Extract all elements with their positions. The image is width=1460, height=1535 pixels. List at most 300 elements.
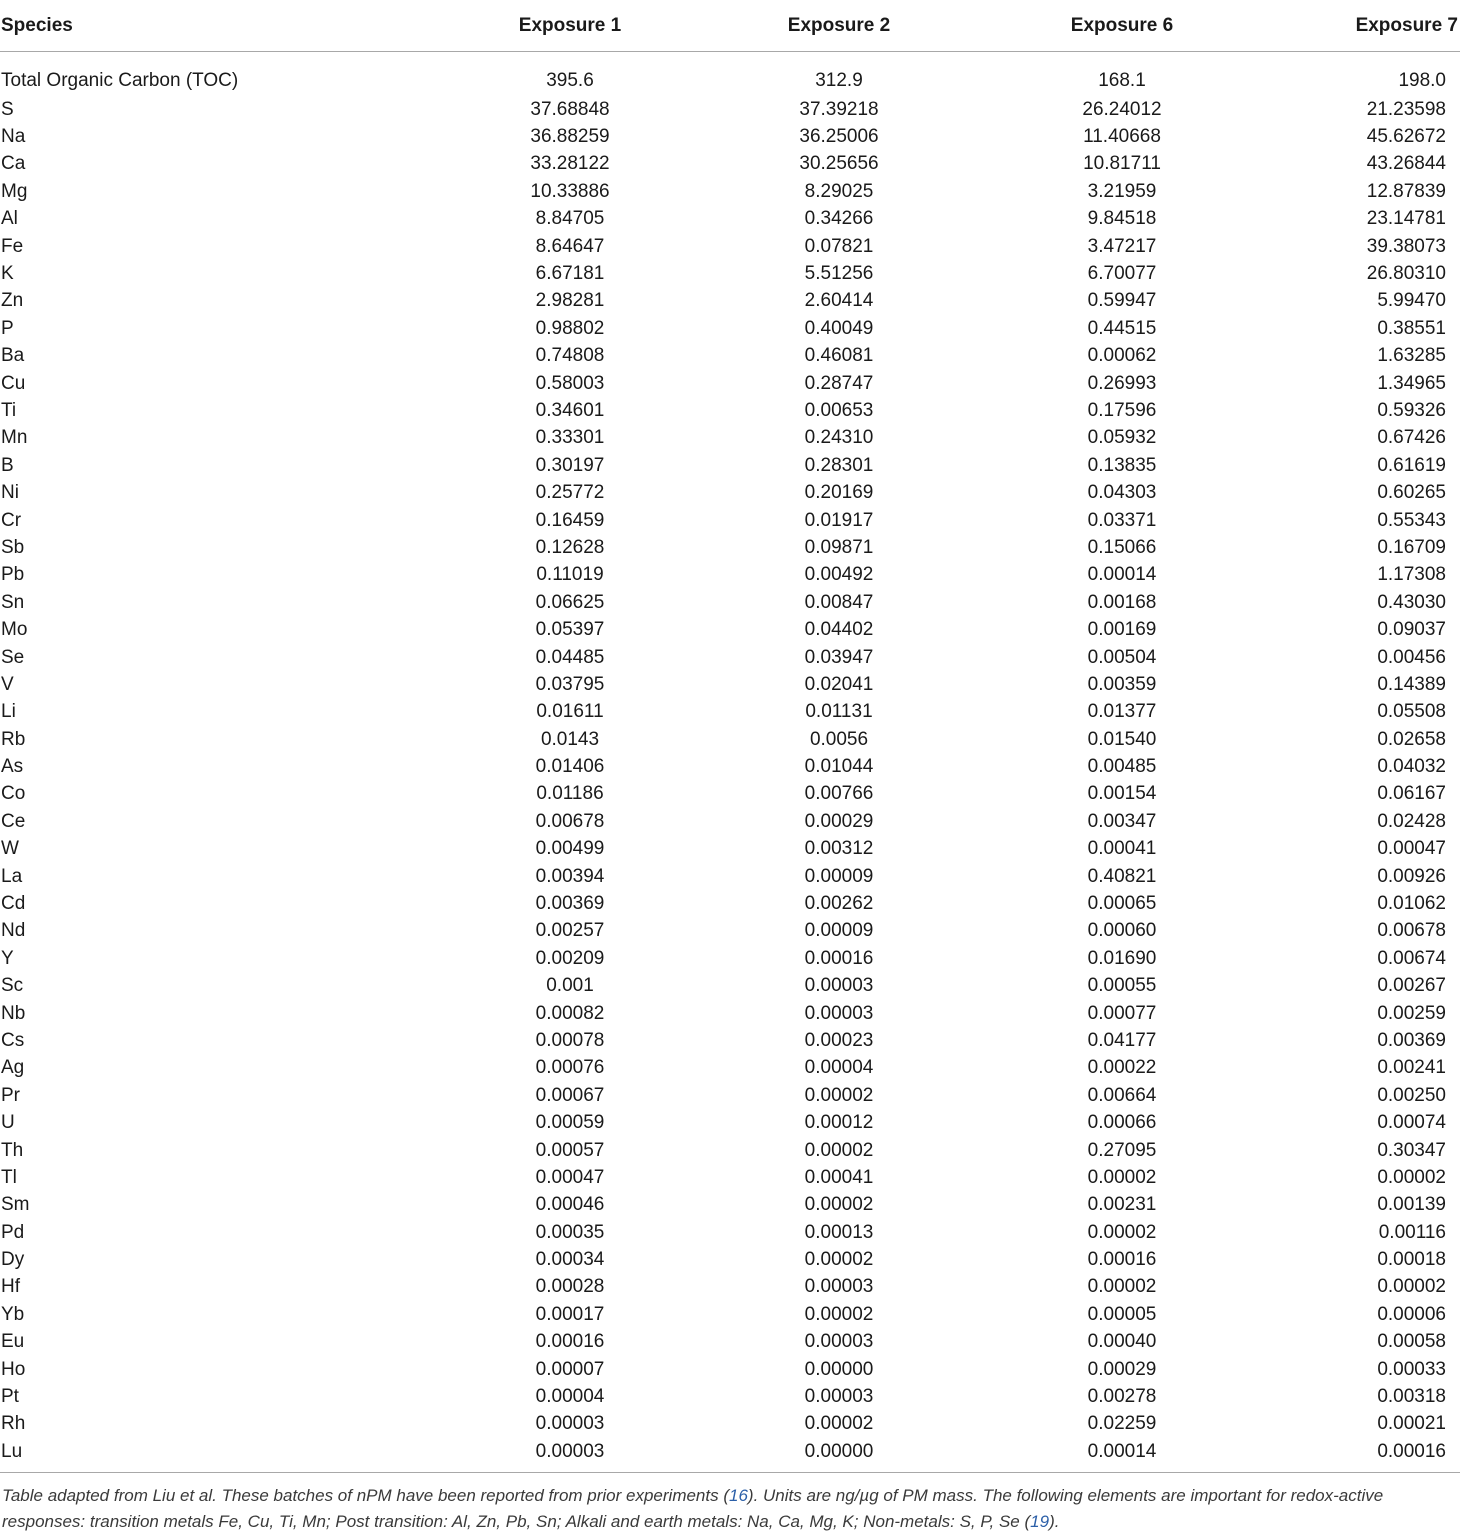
exposure-7-cell: 0.30347 <box>1377 1139 1446 1161</box>
exposure-1-cell: 0.00047 <box>535 1166 605 1188</box>
exposure-7-cell: 0.00318 <box>1377 1386 1446 1408</box>
exposure-6-cell: 0.01540 <box>1087 728 1157 750</box>
exposure-7-cell: 0.02658 <box>1377 728 1446 750</box>
exposure-6-cell: 9.84518 <box>1087 208 1157 230</box>
species-cell: Tl <box>1 1166 17 1188</box>
exposure-6-cell: 0.00168 <box>1087 591 1157 613</box>
exposure-6-cell: 0.00169 <box>1087 619 1157 641</box>
exposure-7-cell: 0.05508 <box>1377 701 1446 723</box>
exposure-1-cell: 0.00678 <box>535 810 605 832</box>
exposure-2-cell: 0.00766 <box>804 783 874 805</box>
species-cell: Total Organic Carbon (TOC) <box>1 70 239 91</box>
exposure-2-cell: 0.01044 <box>804 756 874 778</box>
species-cell: Mn <box>1 427 28 449</box>
exposure-1-cell: 0.00082 <box>535 1002 605 1024</box>
exposure-7-cell: 26.80310 <box>1366 263 1446 285</box>
exposure-6-cell: 0.00060 <box>1087 920 1157 942</box>
species-cell: Zn <box>1 290 24 312</box>
species-cell: Ti <box>1 399 17 421</box>
exposure-2-cell: 0.34266 <box>804 208 874 230</box>
exposure-2-cell: 5.51256 <box>804 263 874 285</box>
exposure-6-cell: 3.47217 <box>1087 235 1157 257</box>
species-cell: Cs <box>1 1029 25 1051</box>
exposure-7-cell: 45.62672 <box>1366 126 1446 148</box>
exposure-2-cell: 0.00002 <box>804 1084 874 1106</box>
species-cell: S <box>1 98 14 120</box>
exposure-1-cell: 8.84705 <box>535 208 605 230</box>
exposure-6-cell: 0.59947 <box>1087 290 1157 312</box>
exposure-7-cell: 1.17308 <box>1377 564 1446 586</box>
exposure-6-cell: 0.00029 <box>1087 1358 1157 1380</box>
exposure-7-cell: 0.02428 <box>1377 810 1446 832</box>
species-cell: Cu <box>1 372 26 394</box>
exposure-7-cell: 0.00033 <box>1377 1358 1446 1380</box>
species-cell: Cr <box>1 509 22 531</box>
exposure-1-cell: 33.28122 <box>530 153 610 175</box>
exposure-7-cell: 0.06167 <box>1377 783 1446 805</box>
table-row <box>0 918 1460 945</box>
exposure-1-cell: 0.00017 <box>535 1303 605 1325</box>
species-cell: Pr <box>1 1084 20 1106</box>
species-cell: Lu <box>1 1440 23 1462</box>
exposure-6-cell: 0.00040 <box>1087 1331 1157 1353</box>
exposure-2-cell: 0.00003 <box>804 1002 874 1024</box>
exposure-2-cell: 36.25006 <box>799 126 879 148</box>
species-cell: Co <box>1 783 26 805</box>
exposure-6-cell: 0.00005 <box>1087 1303 1157 1325</box>
exposure-7-cell: 0.16709 <box>1377 536 1446 558</box>
exposure-1-cell: 0.00257 <box>535 920 605 942</box>
exposure-6-cell: 0.26993 <box>1087 372 1157 394</box>
species-cell: La <box>1 865 23 887</box>
exposure-7-cell: 0.00369 <box>1377 1029 1446 1051</box>
table-row <box>0 644 1460 671</box>
exposure-1-cell: 0.00076 <box>535 1057 605 1079</box>
exposure-1-cell: 0.001 <box>546 975 594 997</box>
exposure-7-cell: 0.00678 <box>1377 920 1446 942</box>
exposure-2-cell: 0.00312 <box>804 838 874 860</box>
exposure-2-cell: 0.04402 <box>804 619 874 641</box>
reference-link-16[interactable]: 16 <box>729 1485 748 1505</box>
exposure-6-cell: 0.00278 <box>1087 1386 1157 1408</box>
footnote-text-1: Table adapted from Liu et al. These batches of nPM have been reported from prior experiments ( <box>2 1485 729 1505</box>
exposure-2-cell: 0.00003 <box>804 1386 874 1408</box>
exposure-1-cell: 0.00394 <box>535 865 605 887</box>
species-cell: Al <box>1 208 18 230</box>
exposure-6-cell: 0.00014 <box>1087 1440 1157 1462</box>
exposure-6-cell: 6.70077 <box>1087 263 1157 285</box>
exposure-1-cell: 0.03795 <box>535 673 605 695</box>
species-cell: Y <box>1 947 14 969</box>
table-row <box>0 1246 1460 1273</box>
table-row <box>0 343 1460 370</box>
exposure-6-cell: 26.24012 <box>1082 98 1162 120</box>
exposure-7-cell: 1.34965 <box>1377 372 1446 394</box>
exposure-2-cell: 0.00004 <box>804 1057 874 1079</box>
table-row <box>0 671 1460 698</box>
exposure-2-cell: 0.00002 <box>804 1139 874 1161</box>
exposure-2-cell: 0.00012 <box>804 1112 874 1134</box>
exposure-1-cell: 0.00057 <box>535 1139 605 1161</box>
exposure-7-cell: 0.00018 <box>1377 1249 1446 1271</box>
exposure-7-cell: 12.87839 <box>1366 180 1446 202</box>
table-row <box>0 178 1460 205</box>
species-cell: B <box>1 454 14 476</box>
exposure-6-cell: 0.00077 <box>1087 1002 1157 1024</box>
exposure-2-cell: 0.00002 <box>804 1249 874 1271</box>
exposure-2-cell: 0.28301 <box>804 454 874 476</box>
exposure-7-cell: 0.00926 <box>1377 865 1446 887</box>
exposure-2-cell: 0.00016 <box>804 947 874 969</box>
exposure-2-cell: 30.25656 <box>799 153 879 175</box>
exposure-2-cell: 0.00023 <box>804 1029 874 1051</box>
exposure-6-cell: 0.00066 <box>1087 1112 1157 1134</box>
table-row <box>0 479 1460 506</box>
exposure-7-cell: 0.00267 <box>1377 975 1446 997</box>
exposure-7-cell: 0.67426 <box>1377 427 1446 449</box>
exposure-2-cell: 0.00029 <box>804 810 874 832</box>
table-row <box>0 753 1460 780</box>
species-cell: Hf <box>1 1276 20 1298</box>
exposure-2-cell: 0.28747 <box>804 372 874 394</box>
exposure-7-cell: 0.55343 <box>1377 509 1446 531</box>
exposure-2-cell: 0.24310 <box>804 427 874 449</box>
exposure-1-cell: 0.00003 <box>535 1440 605 1462</box>
exposure-1-cell: 0.00209 <box>535 947 605 969</box>
exposure-6-cell: 0.00359 <box>1087 673 1157 695</box>
header-exposure-2: Exposure 2 <box>628 0 910 52</box>
table-row <box>0 808 1460 835</box>
exposure-1-cell: 2.98281 <box>535 290 605 312</box>
table-row <box>0 315 1460 342</box>
table-row <box>0 1109 1460 1136</box>
table-row <box>0 260 1460 287</box>
exposure-2-cell: 0.00002 <box>804 1303 874 1325</box>
exposure-6-cell: 0.04177 <box>1087 1029 1157 1051</box>
table-row <box>0 534 1460 561</box>
exposure-6-cell: 0.13835 <box>1087 454 1157 476</box>
exposure-6-cell: 0.00002 <box>1087 1166 1157 1188</box>
exposure-6-cell: 11.40668 <box>1083 126 1161 148</box>
exposure-1-cell: 0.34601 <box>535 399 605 421</box>
exposure-7-cell: 0.38551 <box>1377 317 1446 339</box>
table-footnote <box>2 1483 1458 1535</box>
species-cell: Cd <box>1 893 26 915</box>
species-cell: U <box>1 1112 15 1134</box>
species-cell: Ni <box>1 482 19 504</box>
exposure-7-cell: 21.23598 <box>1366 98 1446 120</box>
exposure-2-cell: 2.60414 <box>804 290 874 312</box>
exposure-7-cell: 0.61619 <box>1377 454 1446 476</box>
exposure-7-cell: 23.14781 <box>1366 208 1446 230</box>
exposure-2-cell: 0.00013 <box>804 1221 874 1243</box>
table-row <box>0 452 1460 479</box>
exposure-7-cell: 0.04032 <box>1377 756 1446 778</box>
species-cell: W <box>1 838 19 860</box>
table-row <box>0 726 1460 753</box>
exposure-1-cell: 0.33301 <box>535 427 605 449</box>
exposure-7-cell: 0.59326 <box>1377 399 1446 421</box>
table-row <box>0 1000 1460 1027</box>
table-row <box>0 397 1460 424</box>
exposure-6-cell: 0.40821 <box>1087 865 1157 887</box>
header-exposure-7: Exposure 7 <box>1204 0 1460 52</box>
table-row <box>0 1164 1460 1191</box>
exposure-7-cell: 0.00139 <box>1377 1194 1446 1216</box>
exposure-1-cell: 0.00004 <box>535 1386 605 1408</box>
exposure-1-cell: 0.00028 <box>535 1276 605 1298</box>
exposure-7-cell: 0.43030 <box>1377 591 1446 613</box>
species-cell: Ho <box>1 1358 26 1380</box>
table-row <box>0 616 1460 643</box>
exposure-7-cell: 39.38073 <box>1366 235 1446 257</box>
exposure-2-cell: 0.00041 <box>804 1166 874 1188</box>
exposure-1-cell: 0.00007 <box>535 1358 605 1380</box>
exposure-2-cell: 0.07821 <box>804 235 874 257</box>
exposure-2-cell: 0.00003 <box>804 1276 874 1298</box>
table-row <box>0 96 1460 123</box>
exposure-6-cell: 0.00022 <box>1087 1057 1157 1079</box>
exposure-1-cell: 37.68848 <box>530 98 610 120</box>
table-row <box>0 1137 1460 1164</box>
footnote-text-3: ). <box>1049 1511 1060 1531</box>
table-body <box>0 52 1460 1473</box>
exposure-1-cell: 0.00078 <box>535 1029 605 1051</box>
exposure-7-cell: 0.00047 <box>1377 838 1446 860</box>
exposure-2-cell: 0.00492 <box>804 564 874 586</box>
table-row <box>0 1301 1460 1328</box>
table-row <box>0 1356 1460 1383</box>
species-cell: Ba <box>1 345 25 367</box>
exposure-2-cell: 0.00262 <box>804 893 874 915</box>
exposure-6-cell: 0.00664 <box>1087 1084 1157 1106</box>
species-cell: Ag <box>1 1057 25 1079</box>
exposure-1-cell: 0.00035 <box>535 1221 605 1243</box>
table-row <box>0 425 1460 452</box>
exposure-2-cell: 0.03947 <box>804 646 874 668</box>
exposure-6-cell: 0.02259 <box>1087 1413 1157 1435</box>
exposure-2-cell: 0.00009 <box>804 865 874 887</box>
table-row <box>0 52 1460 97</box>
species-cell: Fe <box>1 235 24 257</box>
table-row <box>0 836 1460 863</box>
table-row <box>0 1438 1460 1472</box>
exposure-1-cell: 0.00034 <box>535 1249 605 1271</box>
exposure-6-cell: 10.81711 <box>1083 153 1161 175</box>
exposure-7-cell: 5.99470 <box>1377 290 1446 312</box>
table-row <box>0 288 1460 315</box>
exposure-6-cell: 0.00347 <box>1087 810 1157 832</box>
table-row <box>0 1383 1460 1410</box>
footnote-text-2: ). Units are ng/µg of PM mass. The following elements are important for redox-active responses: transition metals Fe, Cu, Ti, Mn; Post transition: Al, Zn, Pb, Sn; Alkali and earth metals: Na, Ca, Mg, K; Non-metals: S, P, Se ( <box>2 1485 1384 1531</box>
exposure-6-cell: 0.15066 <box>1087 536 1157 558</box>
exposure-2-cell: 0.20169 <box>804 482 874 504</box>
exposure-7-cell: 0.00674 <box>1377 947 1446 969</box>
exposure-7-cell: 0.00058 <box>1377 1331 1446 1353</box>
species-cell: Rb <box>1 728 26 750</box>
exposure-2-cell: 0.00847 <box>804 591 874 613</box>
exposure-6-cell: 0.00041 <box>1087 838 1157 860</box>
species-cell: Na <box>1 126 26 148</box>
reference-link-19[interactable]: 19 <box>1030 1511 1050 1531</box>
species-cell: Mo <box>1 619 28 641</box>
table-row <box>0 206 1460 233</box>
exposure-2-cell: 0.46081 <box>804 345 874 367</box>
table-row <box>0 123 1460 150</box>
species-cell: Yb <box>1 1303 25 1325</box>
exposure-1-cell: 0.05397 <box>535 619 605 641</box>
species-cell: Dy <box>1 1249 25 1271</box>
exposure-2-cell: 0.00002 <box>804 1194 874 1216</box>
exposure-7-cell: 0.01062 <box>1377 893 1446 915</box>
species-cell: V <box>1 673 14 695</box>
table-row <box>0 1027 1460 1054</box>
exposure-1-cell: 0.25772 <box>535 482 605 504</box>
exposure-2-cell: 0.02041 <box>804 673 874 695</box>
table-row <box>0 699 1460 726</box>
table-row <box>0 1219 1460 1246</box>
exposure-6-cell: 0.01690 <box>1087 947 1157 969</box>
table-row <box>0 370 1460 397</box>
species-cell: Eu <box>1 1331 25 1353</box>
exposure-1-cell: 0.04485 <box>535 646 605 668</box>
table-row <box>0 945 1460 972</box>
exposure-6-cell: 0.04303 <box>1087 482 1157 504</box>
exposure-6-cell: 0.27095 <box>1087 1139 1157 1161</box>
exposure-2-cell: 0.00653 <box>804 399 874 421</box>
exposure-2-cell: 0.00000 <box>804 1358 874 1380</box>
species-cell: Ca <box>1 153 26 175</box>
exposure-7-cell: 0.09037 <box>1377 619 1446 641</box>
exposure-2-cell: 312.9 <box>815 70 863 91</box>
species-cell: Pb <box>1 564 25 586</box>
exposure-2-cell: 37.39218 <box>799 98 879 120</box>
species-cell: P <box>1 317 14 339</box>
table-row <box>0 507 1460 534</box>
exposure-1-cell: 0.98802 <box>535 317 605 339</box>
exposure-6-cell: 0.05932 <box>1087 427 1157 449</box>
species-cell: Rh <box>1 1413 26 1435</box>
exposure-7-cell: 0.00456 <box>1377 646 1446 668</box>
table-row <box>0 1055 1460 1082</box>
table-row <box>0 1329 1460 1356</box>
exposure-7-cell: 1.63285 <box>1377 345 1446 367</box>
exposure-2-cell: 0.00000 <box>804 1440 874 1462</box>
exposure-6-cell: 0.00055 <box>1087 975 1157 997</box>
exposure-7-cell: 0.00002 <box>1377 1166 1446 1188</box>
header-species: Species <box>0 0 360 52</box>
exposure-6-cell: 0.00485 <box>1087 756 1157 778</box>
exposure-1-cell: 0.01186 <box>536 783 604 805</box>
exposure-2-cell: 8.29025 <box>804 180 874 202</box>
header-row <box>0 0 1460 52</box>
exposure-1-cell: 0.06625 <box>535 591 605 613</box>
exposure-7-cell: 0.00241 <box>1377 1057 1446 1079</box>
exposure-6-cell: 0.00065 <box>1087 893 1157 915</box>
table-row <box>0 1274 1460 1301</box>
exposure-1-cell: 0.12628 <box>535 536 605 558</box>
exposure-7-cell: 0.00259 <box>1377 1002 1446 1024</box>
exposure-2-cell: 0.00003 <box>804 975 874 997</box>
exposure-2-cell: 0.00002 <box>804 1413 874 1435</box>
exposure-6-cell: 0.00002 <box>1087 1276 1157 1298</box>
exposure-1-cell: 36.88259 <box>530 126 610 148</box>
exposure-6-cell: 0.44515 <box>1087 317 1157 339</box>
exposure-6-cell: 0.03371 <box>1087 509 1157 531</box>
exposure-1-cell: 0.74808 <box>535 345 605 367</box>
table-row <box>0 151 1460 178</box>
exposure-2-cell: 0.00009 <box>804 920 874 942</box>
species-cell: Sb <box>1 536 25 558</box>
exposure-1-cell: 0.58003 <box>535 372 605 394</box>
exposure-1-cell: 6.67181 <box>535 263 605 285</box>
exposure-7-cell: 43.26844 <box>1366 153 1446 175</box>
table-row <box>0 233 1460 260</box>
exposure-6-cell: 0.00504 <box>1087 646 1157 668</box>
species-cell: Nd <box>1 920 26 942</box>
exposure-7-cell: 0.00006 <box>1377 1303 1446 1325</box>
exposure-1-cell: 0.00046 <box>535 1194 605 1216</box>
exposure-1-cell: 8.64647 <box>535 235 605 257</box>
exposure-1-cell: 0.0143 <box>540 728 600 750</box>
table-row <box>0 890 1460 917</box>
exposure-1-cell: 0.00067 <box>535 1084 605 1106</box>
exposure-1-cell: 0.16459 <box>535 509 605 531</box>
species-cell: Sn <box>1 591 25 613</box>
exposure-7-cell: 0.00116 <box>1378 1221 1446 1243</box>
exposure-1-cell: 0.01611 <box>536 701 604 723</box>
exposure-6-cell: 0.00231 <box>1087 1194 1157 1216</box>
species-cell: K <box>1 263 14 285</box>
table-row <box>0 781 1460 808</box>
header-exposure-6: Exposure 6 <box>910 0 1204 52</box>
exposure-6-cell: 3.21959 <box>1087 180 1157 202</box>
species-cell: As <box>1 756 24 778</box>
exposure-6-cell: 0.00016 <box>1087 1249 1157 1271</box>
exposure-6-cell: 168.1 <box>1098 70 1146 91</box>
exposure-2-cell: 0.0056 <box>809 728 869 750</box>
species-cell: Pt <box>1 1386 19 1408</box>
species-cell: Sc <box>1 975 24 997</box>
exposure-1-cell: 0.00369 <box>535 893 605 915</box>
exposure-7-cell: 0.60265 <box>1377 482 1446 504</box>
exposure-7-cell: 0.00074 <box>1377 1112 1446 1134</box>
exposure-7-cell: 0.00021 <box>1377 1413 1446 1435</box>
species-cell: Ce <box>1 810 26 832</box>
exposure-1-cell: 395.6 <box>546 70 594 91</box>
exposure-1-cell: 10.33886 <box>530 180 610 202</box>
table-row <box>0 1411 1460 1438</box>
exposure-6-cell: 0.00014 <box>1087 564 1157 586</box>
exposure-6-cell: 0.00062 <box>1087 345 1157 367</box>
exposure-7-cell: 0.00250 <box>1377 1084 1446 1106</box>
species-cell: Se <box>1 646 25 668</box>
table-row <box>0 562 1460 589</box>
species-cell: Mg <box>1 180 28 202</box>
exposure-6-cell: 0.00154 <box>1087 783 1157 805</box>
table-row <box>0 1192 1460 1219</box>
exposure-1-cell: 0.01406 <box>535 756 605 778</box>
exposure-1-cell: 0.00003 <box>535 1413 605 1435</box>
exposure-1-cell: 0.00499 <box>535 838 605 860</box>
exposure-7-cell: 0.00002 <box>1377 1276 1446 1298</box>
species-cell: Sm <box>1 1194 30 1216</box>
species-cell: Nb <box>1 1002 26 1024</box>
exposure-6-cell: 0.00002 <box>1087 1221 1157 1243</box>
exposure-2-cell: 0.40049 <box>804 317 874 339</box>
exposure-2-cell: 0.09871 <box>804 536 874 558</box>
exposure-7-cell: 198.0 <box>1398 70 1446 91</box>
